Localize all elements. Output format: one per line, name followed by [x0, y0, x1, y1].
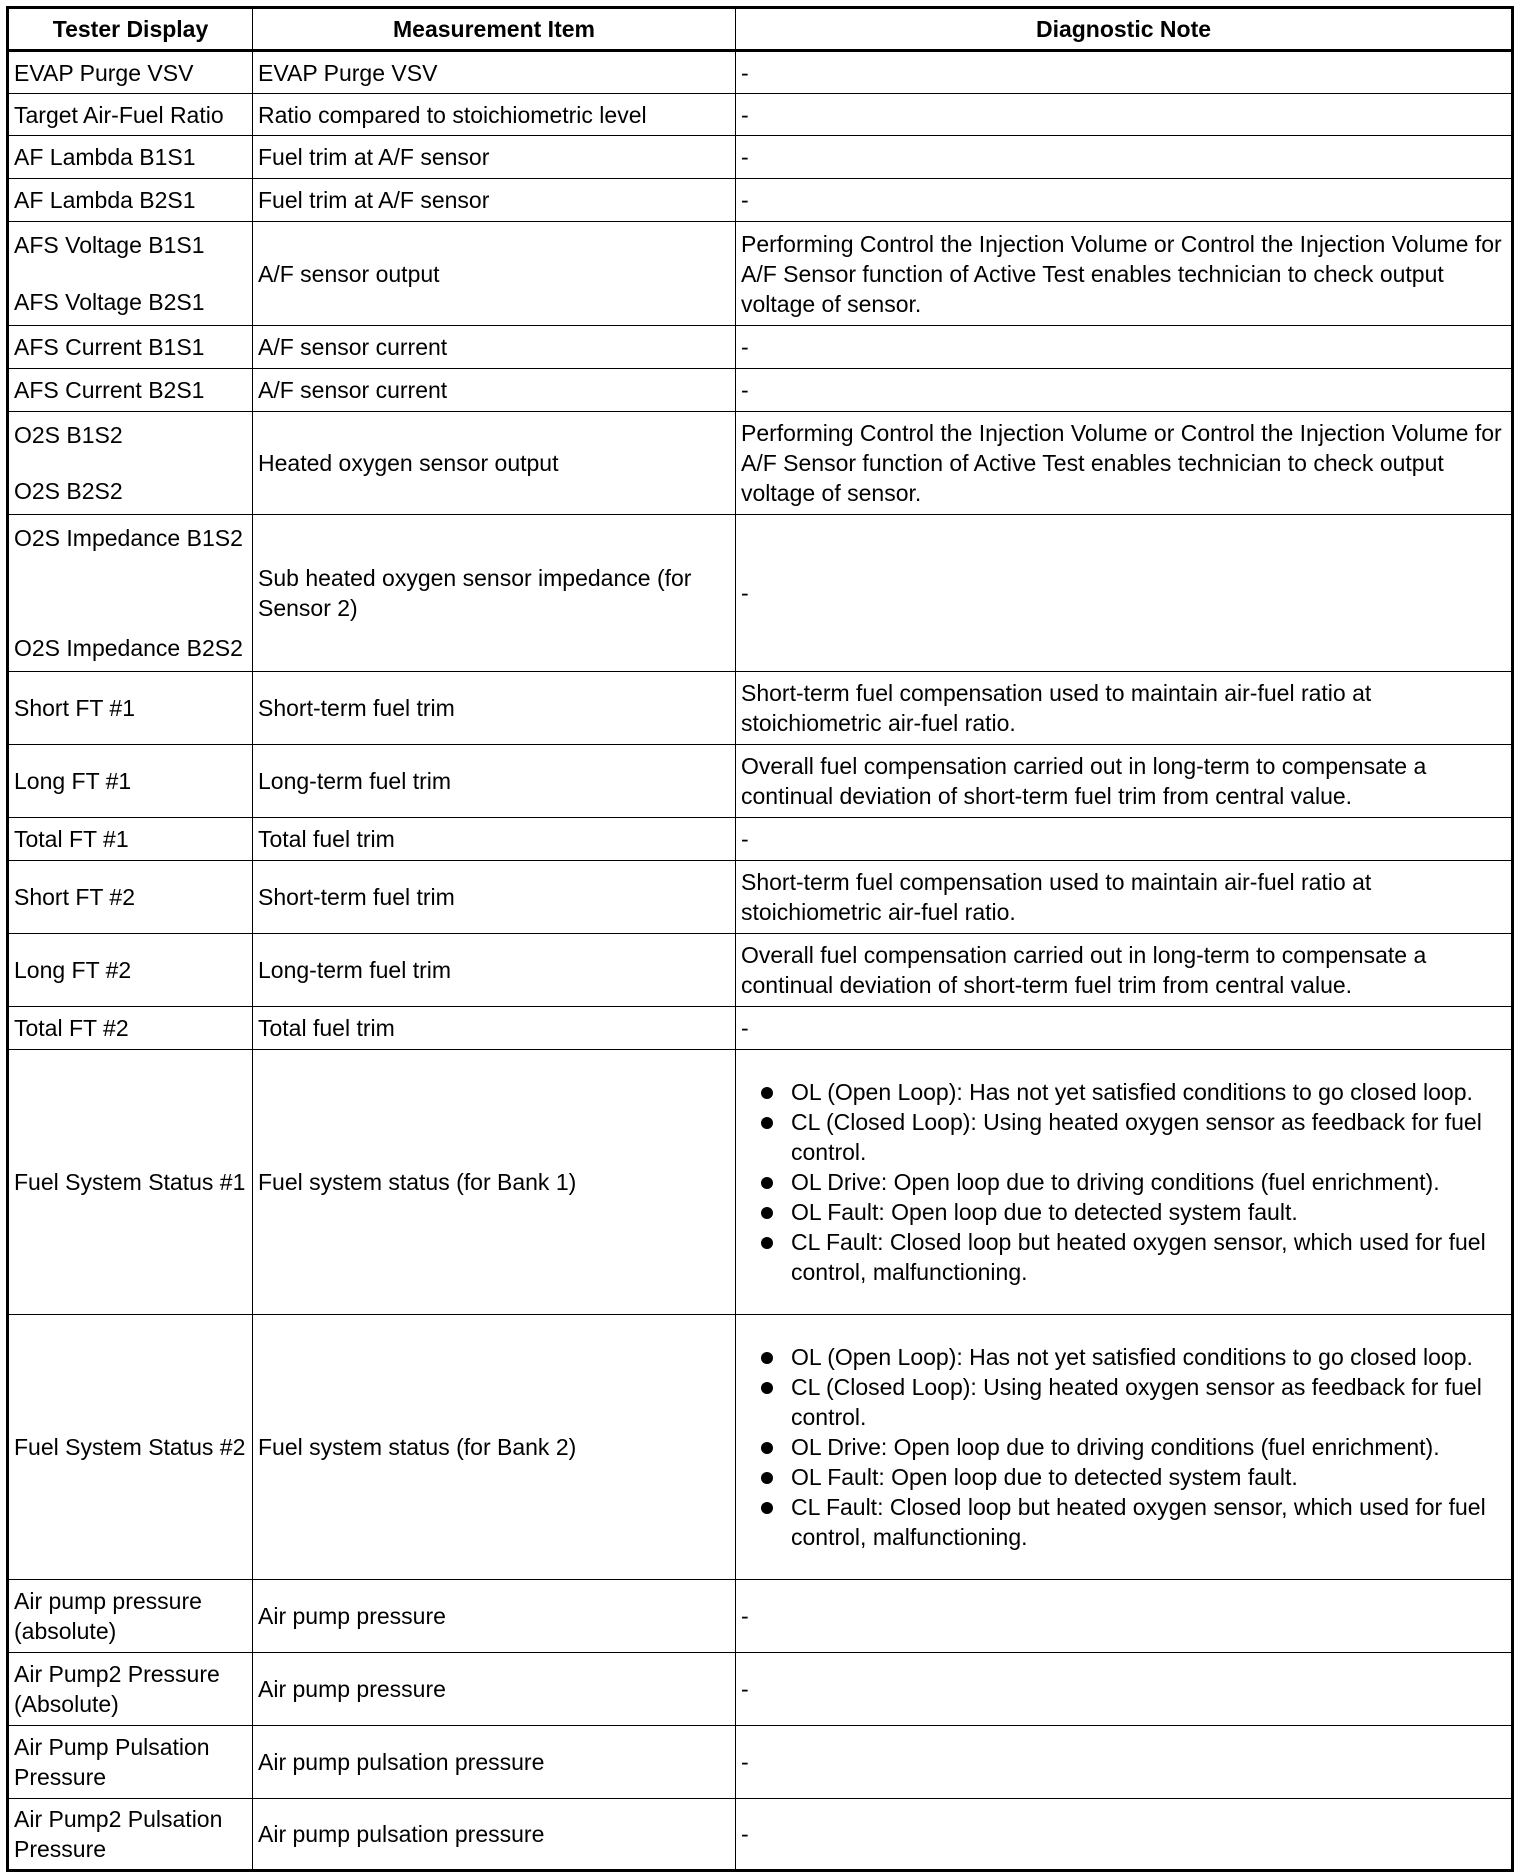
tester-display-label: AFS Current B2S1 — [14, 377, 205, 403]
measurement-item-cell: A/F sensor current — [253, 326, 736, 369]
table-row — [8, 94, 1513, 136]
status-bullet-list — [741, 1342, 1506, 1552]
table-row — [8, 1799, 1513, 1871]
diagnostic-note-cell: Overall fuel compensation carried out in long-term to compensate a continual deviation of short-term fuel trim from central value. — [736, 934, 1513, 1007]
tester-display-cell — [8, 1726, 253, 1799]
diagnostic-note-cell: Overall fuel compensation carried out in long-term to compensate a continual deviation of short-term fuel trim from central value. — [736, 745, 1513, 818]
measurement-item-cell: Long-term fuel trim — [253, 745, 736, 818]
table-row — [8, 412, 1513, 515]
measurement-item-cell: Short-term fuel trim — [253, 861, 736, 934]
header-measurement-item: Measurement Item — [253, 8, 736, 51]
tester-display-label: Fuel System Status #1 — [14, 1169, 246, 1195]
table-row — [8, 1050, 1513, 1315]
measurement-item-cell: Fuel system status (for Bank 1) — [253, 1050, 736, 1315]
diagnostic-note-cell: - — [736, 326, 1513, 369]
tester-display-cell — [8, 861, 253, 934]
diagnostic-note-cell: - — [736, 515, 1513, 672]
diagnostic-note-cell — [736, 1050, 1513, 1315]
tester-display-label: Short FT #1 — [14, 695, 136, 721]
table-row — [8, 1315, 1513, 1580]
tester-display-label: O2S B2S2 — [14, 478, 123, 504]
measurement-item-cell: Total fuel trim — [253, 1007, 736, 1050]
table-row — [8, 515, 1513, 672]
diagnostic-note-cell: - — [736, 369, 1513, 412]
table-row — [8, 369, 1513, 412]
status-bullet-list — [741, 1077, 1506, 1287]
tester-display-label: Air Pump Pulsation Pressure — [14, 1734, 210, 1790]
status-bullet-item: OL (Open Loop): Has not yet satisfied conditions to go closed loop. — [791, 1077, 1506, 1107]
tester-display-cell — [8, 369, 253, 412]
tester-display-cell — [8, 94, 253, 136]
measurement-item-cell: Sub heated oxygen sensor impedance (for Sensor 2) — [253, 515, 736, 672]
tester-display-cell — [8, 179, 253, 222]
status-bullet-item: OL (Open Loop): Has not yet satisfied conditions to go closed loop. — [791, 1342, 1506, 1372]
table-row — [8, 745, 1513, 818]
diagnostic-note-cell: - — [736, 179, 1513, 222]
tester-display-label: Fuel System Status #2 — [14, 1434, 246, 1460]
tester-display-cell — [8, 51, 253, 94]
diagnostic-note-cell: - — [736, 51, 1513, 94]
data-list-table — [6, 6, 1514, 1872]
tester-display-label: AFS Current B1S1 — [14, 334, 205, 360]
table-row — [8, 1653, 1513, 1726]
measurement-item-cell: Air pump pressure — [253, 1653, 736, 1726]
tester-display-label: Target Air-Fuel Ratio — [14, 101, 224, 128]
diagnostic-note-cell — [736, 1315, 1513, 1580]
tester-display-label: AF Lambda B1S1 — [14, 144, 196, 170]
measurement-item-cell: Heated oxygen sensor output — [253, 412, 736, 515]
tester-display-cell — [8, 672, 253, 745]
tester-display-cell — [8, 1315, 253, 1580]
tester-display-label: AFS Voltage B2S1 — [14, 289, 205, 315]
status-bullet-item: OL Drive: Open loop due to driving conditions (fuel enrichment). — [791, 1432, 1506, 1462]
tester-display-cell — [8, 222, 253, 326]
measurement-item-cell: Long-term fuel trim — [253, 934, 736, 1007]
measurement-item-cell: Total fuel trim — [253, 818, 736, 861]
table-row — [8, 1580, 1513, 1653]
table-row — [8, 1726, 1513, 1799]
tester-display-cell — [8, 1653, 253, 1726]
table-row — [8, 934, 1513, 1007]
tester-display-label: Total FT #2 — [14, 1015, 129, 1041]
table-row — [8, 818, 1513, 861]
status-bullet-item: CL Fault: Closed loop but heated oxygen sensor, which used for fuel control, malfunctioning. — [791, 1492, 1506, 1552]
table-row — [8, 1007, 1513, 1050]
measurement-item-cell: Air pump pulsation pressure — [253, 1799, 736, 1871]
header-tester-display: Tester Display — [8, 8, 253, 51]
diagnostic-note-cell: - — [736, 1580, 1513, 1653]
diagnostic-note-cell: - — [736, 94, 1513, 136]
table-row — [8, 51, 1513, 94]
table-row — [8, 861, 1513, 934]
tester-display-cell — [8, 1799, 253, 1871]
measurement-item-cell: EVAP Purge VSV — [253, 51, 736, 94]
tester-display-cell — [8, 515, 253, 672]
tester-display-cell — [8, 934, 253, 1007]
tester-display-cell — [8, 326, 253, 369]
measurement-item-cell: Fuel trim at A/F sensor — [253, 179, 736, 222]
tester-display-label: Short FT #2 — [14, 884, 136, 910]
tester-display-label: Long FT #2 — [14, 957, 132, 983]
status-bullet-item: CL (Closed Loop): Using heated oxygen sensor as feedback for fuel control. — [791, 1372, 1506, 1432]
diagnostic-note-cell: - — [736, 136, 1513, 179]
diagnostic-note-cell: - — [736, 1007, 1513, 1050]
measurement-item-cell: Air pump pressure — [253, 1580, 736, 1653]
table-row — [8, 672, 1513, 745]
tester-display-label: O2S Impedance B1S2 — [14, 525, 243, 551]
tester-display-cell — [8, 818, 253, 861]
diagnostic-note-cell: Performing Control the Injection Volume or Control the Injection Volume for A/F Sensor function of Active Test enables technician to check output voltage of sensor. — [736, 412, 1513, 515]
tester-display-cell — [8, 1580, 253, 1653]
diagnostic-note-cell: Short-term fuel compensation used to maintain air-fuel ratio at stoichiometric air-fuel ratio. — [736, 672, 1513, 745]
measurement-item-cell: Fuel system status (for Bank 2) — [253, 1315, 736, 1580]
tester-display-label: EVAP Purge VSV — [14, 59, 194, 86]
diagnostic-note-cell: - — [736, 1653, 1513, 1726]
tester-display-cell — [8, 1007, 253, 1050]
tester-display-cell — [8, 745, 253, 818]
tester-display-label: Long FT #1 — [14, 768, 132, 794]
measurement-item-cell: Fuel trim at A/F sensor — [253, 136, 736, 179]
tester-display-cell — [8, 1050, 253, 1315]
table-row — [8, 179, 1513, 222]
table-row — [8, 222, 1513, 326]
tester-display-label: Air Pump2 Pressure (Absolute) — [14, 1661, 220, 1717]
diagnostic-note-cell: Performing Control the Injection Volume or Control the Injection Volume for A/F Sensor function of Active Test enables technician to check output voltage of sensor. — [736, 222, 1513, 326]
tester-display-label: AFS Voltage B1S1 — [14, 232, 205, 258]
measurement-item-cell: Air pump pulsation pressure — [253, 1726, 736, 1799]
diagnostic-note-cell: - — [736, 1799, 1513, 1871]
diagnostic-note-cell: Short-term fuel compensation used to maintain air-fuel ratio at stoichiometric air-fuel ratio. — [736, 861, 1513, 934]
tester-display-label: Air pump pressure (absolute) — [14, 1588, 202, 1644]
status-bullet-item: CL (Closed Loop): Using heated oxygen sensor as feedback for fuel control. — [791, 1107, 1506, 1167]
header-row — [8, 8, 1513, 51]
tester-display-cell — [8, 136, 253, 179]
measurement-item-cell: Ratio compared to stoichiometric level — [253, 94, 736, 136]
diagnostic-note-cell: - — [736, 1726, 1513, 1799]
status-bullet-item: OL Fault: Open loop due to detected system fault. — [791, 1197, 1506, 1227]
table-row — [8, 136, 1513, 179]
measurement-item-cell: Short-term fuel trim — [253, 672, 736, 745]
status-bullet-item: OL Fault: Open loop due to detected system fault. — [791, 1462, 1506, 1492]
tester-display-cell — [8, 412, 253, 515]
tester-display-label: O2S B1S2 — [14, 422, 123, 448]
tester-display-label: AF Lambda B2S1 — [14, 187, 196, 213]
status-bullet-item: OL Drive: Open loop due to driving conditions (fuel enrichment). — [791, 1167, 1506, 1197]
measurement-item-cell: A/F sensor current — [253, 369, 736, 412]
table-row — [8, 326, 1513, 369]
tester-display-label: Air Pump2 Pulsation Pressure — [14, 1806, 223, 1862]
tester-display-label: Total FT #1 — [14, 826, 129, 852]
header-diagnostic-note: Diagnostic Note — [736, 8, 1513, 51]
status-bullet-item: CL Fault: Closed loop but heated oxygen sensor, which used for fuel control, malfunctioning. — [791, 1227, 1506, 1287]
tester-display-label: O2S Impedance B2S2 — [14, 635, 243, 661]
diagnostic-note-cell: - — [736, 818, 1513, 861]
measurement-item-cell: A/F sensor output — [253, 222, 736, 326]
